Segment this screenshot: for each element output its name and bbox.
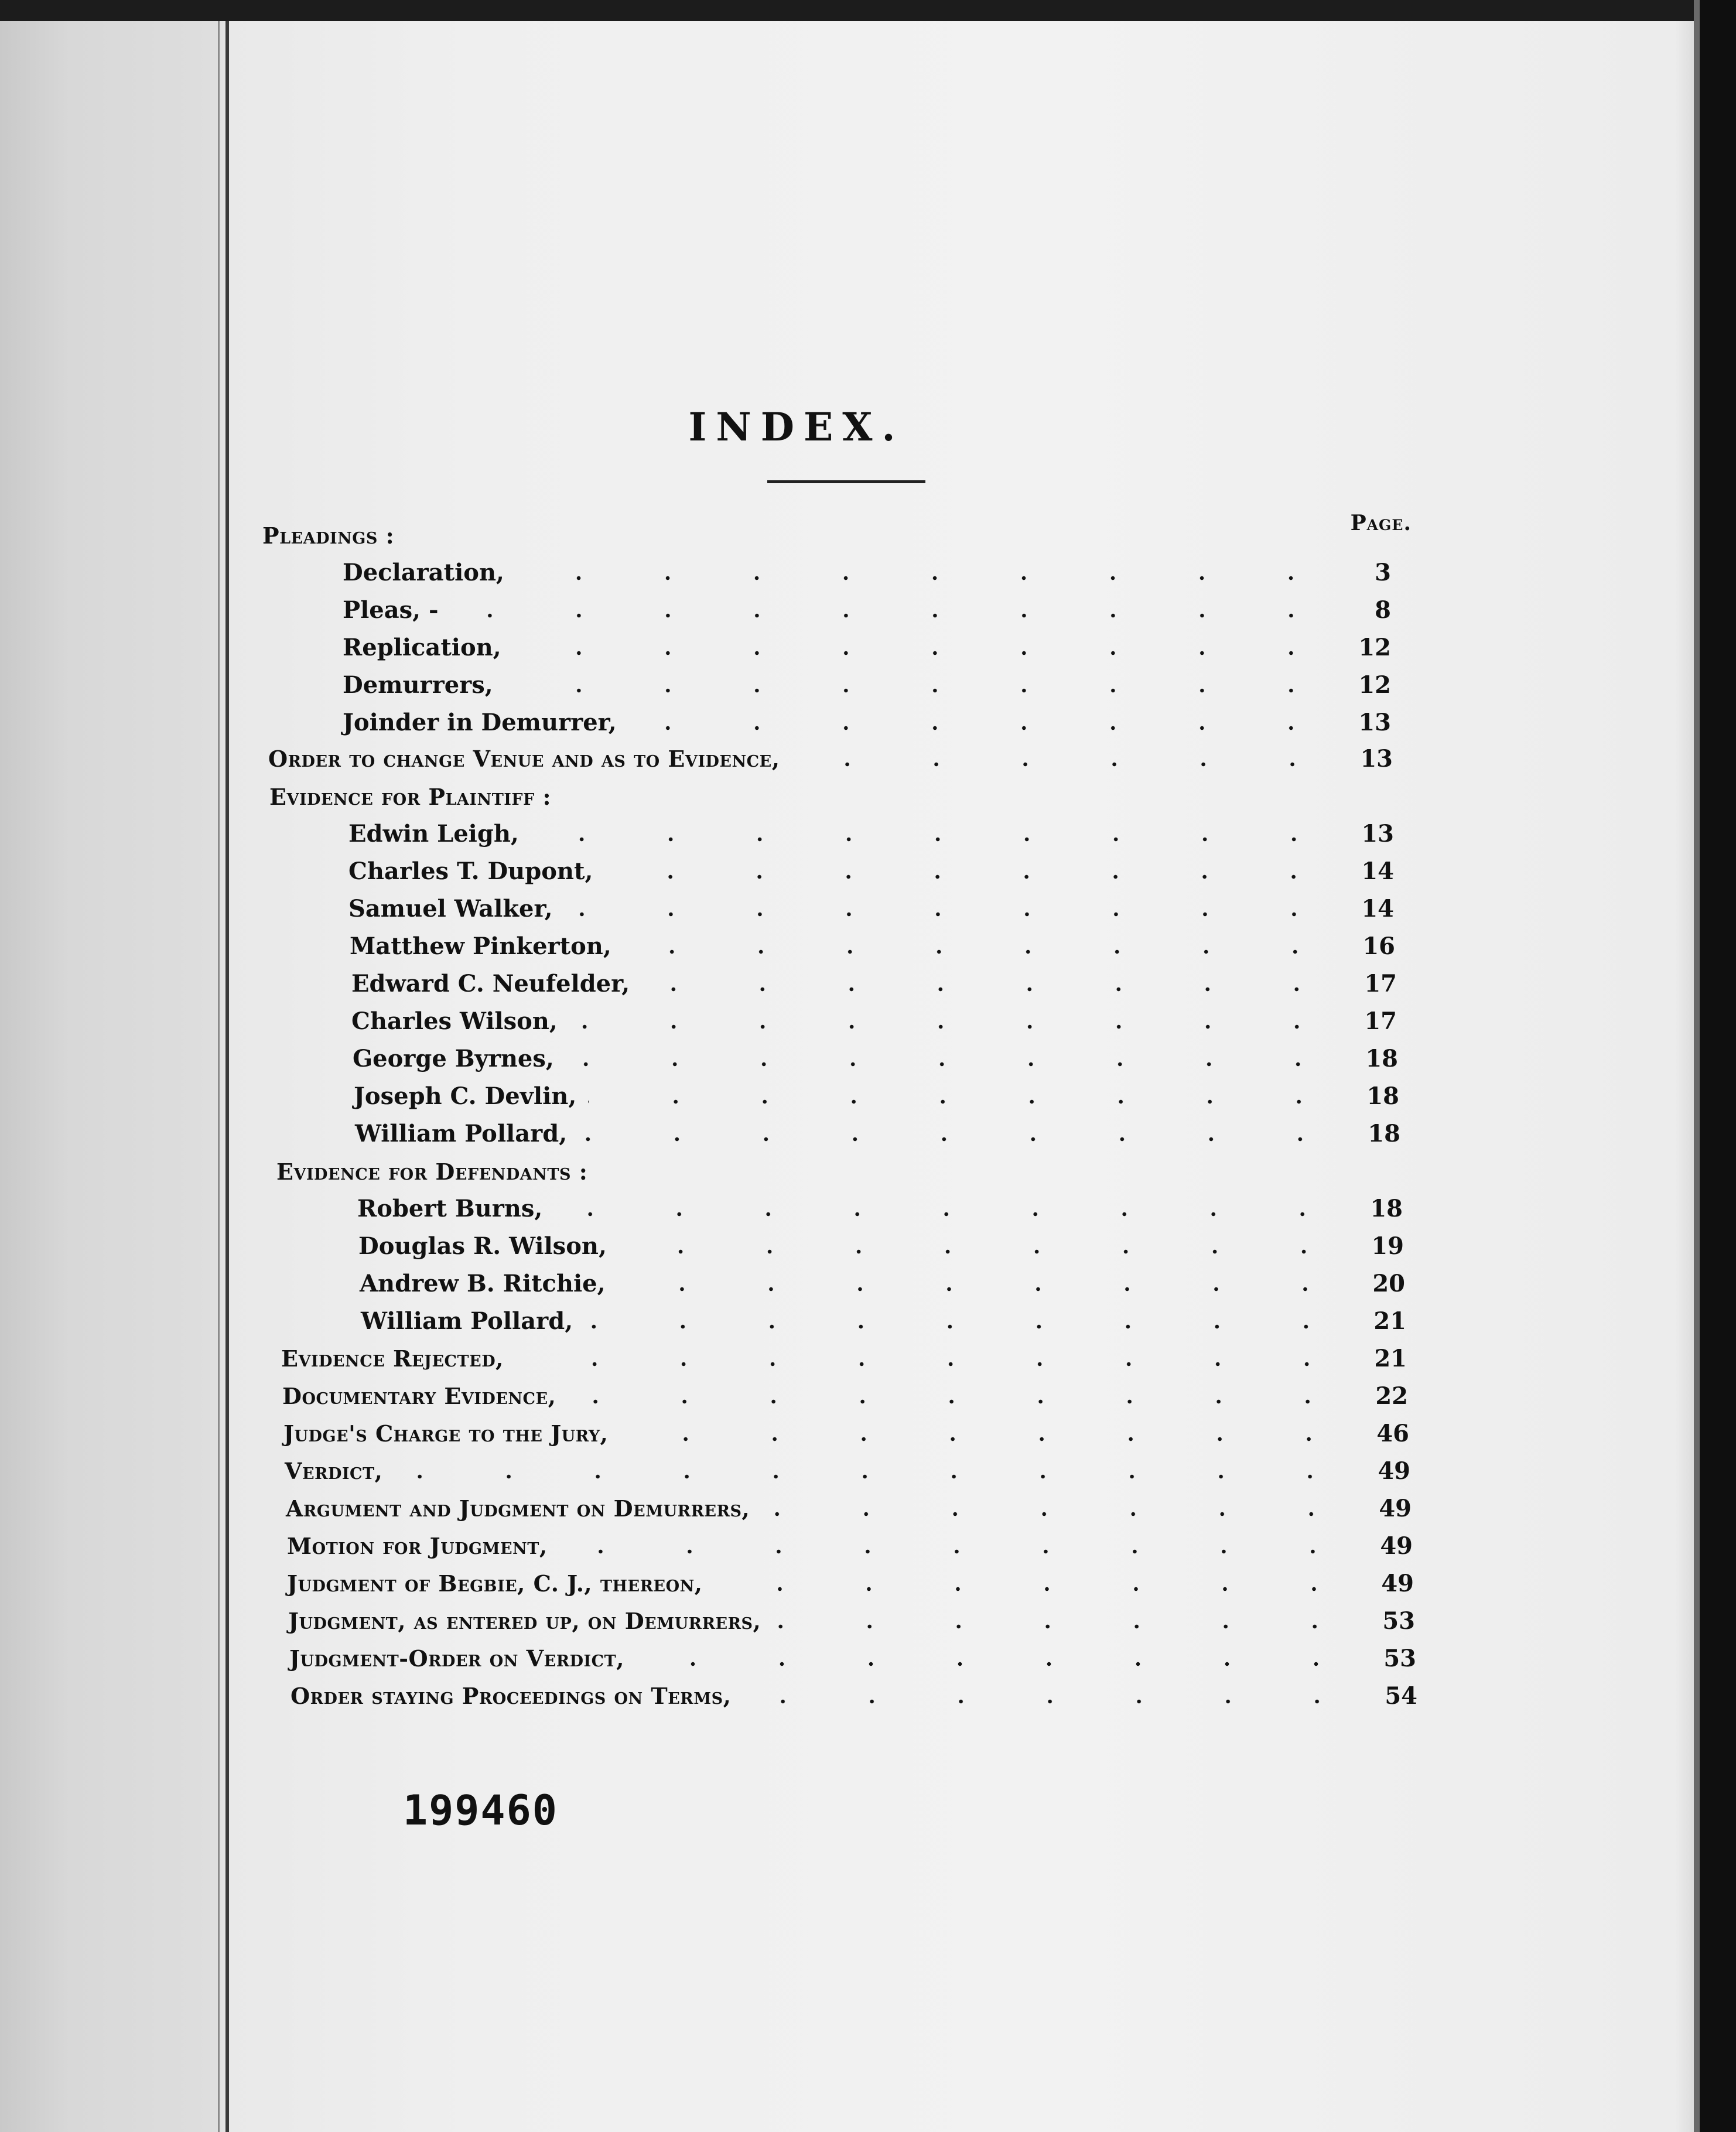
entry-label: George Byrnes, bbox=[353, 1045, 554, 1072]
entry-label: Samuel Walker, bbox=[348, 895, 553, 922]
index-entry bbox=[361, 1307, 1406, 1342]
entry-page-number: 49 bbox=[1378, 1457, 1410, 1485]
index-entry bbox=[343, 596, 1391, 631]
entry-label: William Pollard, bbox=[355, 1120, 568, 1147]
binding-edge bbox=[225, 21, 229, 2132]
entry-label: Order staying Proceedings on Terms, bbox=[291, 1683, 732, 1709]
dot-leader bbox=[618, 1249, 1348, 1254]
dot-leader bbox=[394, 1474, 1355, 1479]
entry-label: Charles Wilson, bbox=[351, 1007, 558, 1035]
index-entry bbox=[350, 932, 1395, 968]
accession-stamp-number: 199460 bbox=[403, 1786, 558, 1834]
index-entry bbox=[268, 745, 1393, 780]
dot-leader bbox=[568, 1399, 1352, 1404]
dot-leader bbox=[773, 1624, 1359, 1629]
entry-label: Joseph C. Devlin, bbox=[354, 1082, 577, 1110]
entry-page-number: 18 bbox=[1370, 1195, 1403, 1222]
dot-leader bbox=[588, 1099, 1344, 1104]
dot-leader bbox=[623, 949, 1339, 954]
entry-label: Judgment, as entered up, on Demurrers, bbox=[288, 1608, 761, 1634]
entry-page-number: 16 bbox=[1362, 932, 1395, 960]
dot-leader bbox=[559, 1549, 1357, 1554]
dot-leader bbox=[554, 1212, 1347, 1217]
entry-page-number: 17 bbox=[1364, 1007, 1397, 1035]
title-underline bbox=[767, 480, 925, 483]
entry-page-number: 18 bbox=[1366, 1082, 1399, 1110]
entry-label: Verdict, bbox=[285, 1458, 383, 1484]
index-entry bbox=[286, 1495, 1412, 1530]
entry-page-number: 14 bbox=[1361, 857, 1394, 885]
index-entry bbox=[358, 1232, 1404, 1267]
entry-page-number: 21 bbox=[1374, 1345, 1407, 1372]
scan-right-edge-shadow bbox=[1694, 0, 1700, 2132]
dot-leader bbox=[515, 1362, 1351, 1366]
dot-leader bbox=[531, 837, 1338, 842]
dot-leader bbox=[569, 1024, 1341, 1029]
dot-leader bbox=[579, 1137, 1345, 1142]
dot-leader bbox=[636, 1662, 1361, 1666]
entry-label: Declaration, bbox=[343, 559, 504, 586]
entry-label: Judge's Charge to the Jury, bbox=[283, 1420, 609, 1447]
index-entry bbox=[351, 1007, 1397, 1043]
entry-page-number: 46 bbox=[1376, 1420, 1409, 1447]
dot-leader bbox=[565, 912, 1338, 917]
entry-label: Evidence Rejected, bbox=[281, 1345, 504, 1372]
entry-page-number: 49 bbox=[1379, 1495, 1412, 1522]
entry-page-number: 13 bbox=[1360, 745, 1393, 773]
dot-leader bbox=[791, 762, 1337, 767]
entry-page-number: 13 bbox=[1358, 709, 1391, 736]
index-entry bbox=[348, 895, 1394, 930]
page-title: INDEX. bbox=[688, 404, 905, 450]
index-entry bbox=[287, 1570, 1414, 1605]
entry-label: Demurrers, bbox=[343, 671, 493, 699]
entry-label: Edwin Leigh, bbox=[348, 820, 519, 848]
dot-leader bbox=[620, 1437, 1354, 1441]
entry-page-number: 22 bbox=[1375, 1382, 1408, 1410]
binding-shadow bbox=[218, 21, 220, 2132]
entry-page-number: 18 bbox=[1365, 1045, 1398, 1072]
index-entry bbox=[288, 1607, 1415, 1642]
entry-label: Douglas R. Wilson, bbox=[358, 1232, 607, 1260]
dot-leader bbox=[505, 688, 1335, 693]
entry-label: Joinder in Demurrer, bbox=[343, 709, 617, 736]
dot-leader bbox=[585, 1324, 1351, 1329]
index-entry bbox=[289, 1645, 1416, 1680]
entry-label: Documentary Evidence, bbox=[282, 1383, 556, 1409]
entry-label: Judgment of Begbie, C. J., thereon, bbox=[287, 1570, 703, 1597]
index-entry bbox=[343, 709, 1391, 744]
dot-leader bbox=[761, 1512, 1356, 1516]
index-entry bbox=[357, 1195, 1403, 1230]
entry-page-number: 12 bbox=[1358, 634, 1391, 661]
entry-page-number: 54 bbox=[1385, 1682, 1417, 1710]
index-entry bbox=[281, 1345, 1407, 1380]
entry-page-number: 18 bbox=[1368, 1120, 1400, 1147]
index-entry bbox=[291, 1682, 1417, 1717]
index-entry bbox=[343, 671, 1391, 706]
entry-label: Andrew B. Ritchie, bbox=[360, 1270, 606, 1297]
entry-label: William Pollard, bbox=[361, 1307, 573, 1335]
index-entry bbox=[282, 1382, 1408, 1417]
entry-page-number: 3 bbox=[1375, 559, 1391, 586]
entry-page-number: 49 bbox=[1380, 1532, 1413, 1560]
entry-label: Robert Burns, bbox=[357, 1195, 543, 1222]
dot-leader bbox=[513, 651, 1335, 655]
index-entry bbox=[287, 1532, 1413, 1567]
dot-leader bbox=[743, 1699, 1362, 1704]
dot-leader bbox=[604, 874, 1338, 879]
entry-page-number: 53 bbox=[1383, 1645, 1416, 1672]
entry-label: Order to change Venue and as to Evidence, bbox=[268, 746, 780, 772]
entry-page-number: 12 bbox=[1358, 671, 1391, 699]
entry-page-number: 19 bbox=[1371, 1232, 1404, 1260]
scan-top-border bbox=[0, 0, 1736, 21]
dot-leader bbox=[450, 613, 1335, 618]
page-column-heading: Page. bbox=[1350, 511, 1412, 535]
index-entry bbox=[360, 1270, 1405, 1305]
index-entry bbox=[353, 1045, 1398, 1080]
dot-leader bbox=[516, 576, 1335, 580]
index-entry bbox=[351, 970, 1397, 1005]
entry-label: Pleas, - bbox=[343, 596, 439, 624]
dot-leader bbox=[641, 987, 1341, 992]
entry-page-number: 14 bbox=[1361, 895, 1394, 922]
index-entry bbox=[285, 1457, 1410, 1492]
dot-leader bbox=[566, 1062, 1342, 1067]
dot-leader bbox=[617, 1287, 1349, 1292]
scan-right-border bbox=[1700, 0, 1736, 2132]
entry-label: Replication, bbox=[343, 634, 501, 661]
index-entry bbox=[343, 634, 1391, 669]
entry-page-number: 13 bbox=[1361, 820, 1394, 848]
index-entry bbox=[343, 559, 1391, 594]
entry-page-number: 20 bbox=[1372, 1270, 1405, 1297]
index-entry bbox=[348, 857, 1394, 893]
section-heading-plaintiff: Evidence for Plaintiff : bbox=[269, 784, 552, 810]
entry-label: Matthew Pinkerton, bbox=[350, 932, 611, 960]
section-heading-pleadings: Pleadings : bbox=[262, 522, 395, 549]
entry-label: Motion for Judgment, bbox=[287, 1533, 548, 1559]
entry-label: Edward C. Neufelder, bbox=[351, 970, 630, 997]
entry-page-number: 8 bbox=[1375, 596, 1391, 624]
index-entry bbox=[354, 1082, 1399, 1118]
entry-page-number: 53 bbox=[1382, 1607, 1415, 1635]
entry-page-number: 17 bbox=[1364, 970, 1397, 997]
dot-leader bbox=[628, 726, 1335, 730]
index-entry bbox=[283, 1420, 1409, 1455]
section-heading-defendants: Evidence for Defendants : bbox=[276, 1159, 588, 1185]
entry-label: Judgment-Order on Verdict, bbox=[289, 1645, 624, 1672]
entry-label: Argument and Judgment on Demurrers, bbox=[286, 1495, 750, 1522]
entry-page-number: 49 bbox=[1381, 1570, 1414, 1597]
entry-page-number: 21 bbox=[1373, 1307, 1406, 1335]
index-entry bbox=[348, 820, 1394, 855]
dot-leader bbox=[715, 1587, 1358, 1591]
index-entry bbox=[355, 1120, 1400, 1155]
entry-label: Charles T. Dupont, bbox=[348, 857, 593, 885]
